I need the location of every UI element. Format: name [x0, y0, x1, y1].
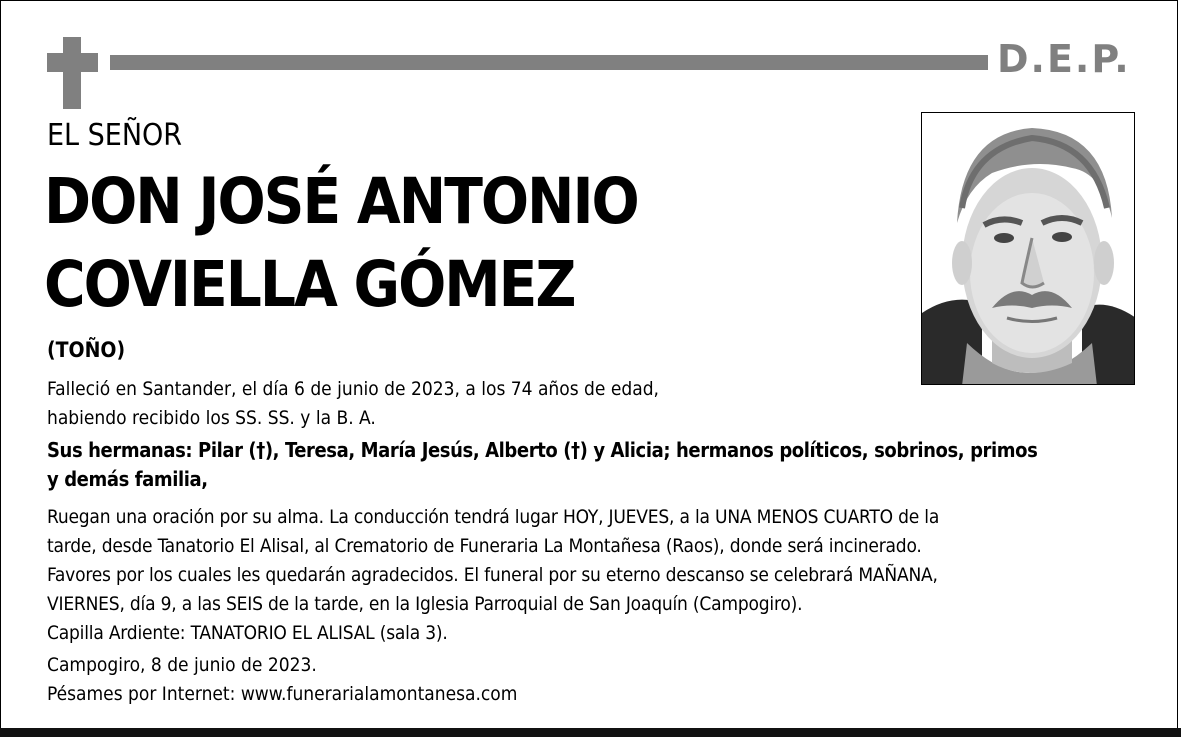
family-line2: y demás familia,	[47, 467, 208, 491]
deceased-name-line1: DON JOSÉ ANTONIO	[44, 165, 638, 238]
portrait-photo	[921, 112, 1135, 385]
service-details	[47, 503, 1167, 648]
death-notice-line2: habiendo recibido los SS. SS. y la B. A.	[47, 407, 376, 429]
dep-label: D.E.P.	[997, 37, 1131, 81]
service-line2: tarde, desde Tanatorio El Alisal, al Crematorio de Funeraria La Montañesa (Raos), donde será incinerado.	[47, 535, 922, 557]
cross-icon-vertical	[63, 37, 81, 109]
service-line3: Favores por los cuales les quedarán agradecidos. El funeral por su eterno descanso se celebrará MAÑANA,	[47, 564, 938, 586]
header-rule	[110, 55, 988, 70]
family-mourners	[47, 436, 1147, 494]
portrait-illustration	[922, 113, 1135, 385]
death-notice	[47, 375, 659, 433]
death-notice-line1: Falleció en Santander, el día 6 de junio de 2023, a los 74 años de edad,	[47, 378, 659, 400]
nickname: (TOÑO)	[47, 338, 126, 362]
cross-icon-horizontal	[47, 53, 98, 72]
deceased-name-line2: COVIELLA GÓMEZ	[44, 248, 575, 321]
bottom-border	[0, 728, 1181, 737]
service-line5: Capilla Ardiente: TANATORIO EL ALISAL (sala 3).	[47, 622, 448, 644]
condolences-url: Pésames por Internet: www.funerarialamontanesa.com	[47, 683, 518, 705]
service-line4: VIERNES, día 9, a las SEIS de la tarde, en la Iglesia Parroquial de San Joaquín (Campogiro).	[47, 593, 803, 615]
family-line1: Sus hermanas: Pilar (†), Teresa, María Jesús, Alberto (†) y Alicia; hermanos políticos, sobrinos, primos	[47, 438, 1038, 462]
service-line1: Ruegan una oración por su alma. La conducción tendrá lugar HOY, JUEVES, a la UNA MENOS CUARTO de la	[47, 506, 940, 528]
place-date: Campogiro, 8 de junio de 2023.	[47, 654, 317, 676]
footer	[47, 651, 517, 709]
honorific: EL SEÑOR	[47, 118, 183, 153]
